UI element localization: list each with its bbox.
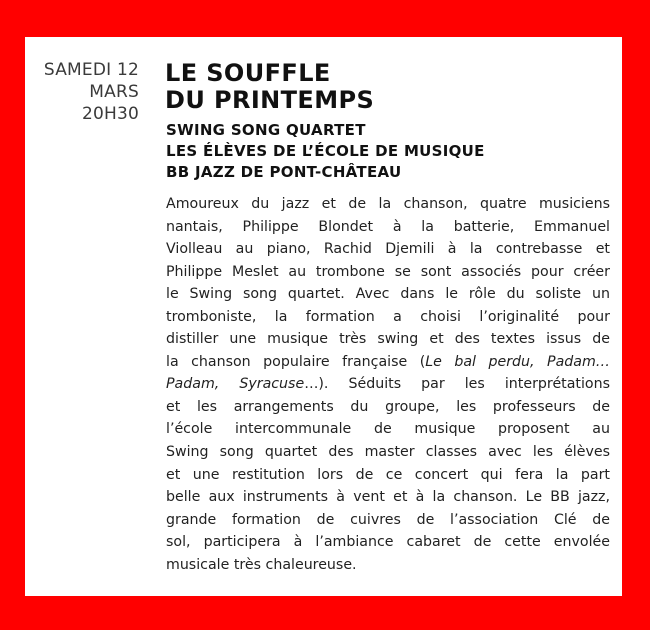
description-line: Violleau au piano, Rachid Djemili à la contrebasse et bbox=[166, 241, 610, 258]
event-card bbox=[25, 37, 622, 596]
song-titles-italic: Padam, Syracuse bbox=[166, 376, 305, 393]
description-line: Swing song quartet des master classes avec les élèves bbox=[166, 444, 610, 461]
description-line: Amoureux du jazz et de la chanson, quatre musiciens bbox=[166, 196, 610, 212]
performer-item: SWING SONG QUARTET bbox=[166, 121, 366, 139]
description-line: distiller une musique très swing et des textes issus de bbox=[166, 331, 610, 348]
description-text: …). Séduits par les interprétations bbox=[304, 376, 610, 393]
date-time: 20H30 bbox=[81, 104, 139, 124]
description-line: et les arrangements du groupe, les professeurs de bbox=[166, 398, 610, 415]
title-line-1: LE SOUFFLE bbox=[165, 59, 331, 87]
performer-item: BB JAZZ DE PONT-CHÂTEAU bbox=[166, 163, 402, 181]
event-title bbox=[165, 60, 374, 114]
song-titles-italic: Le bal perdu, Padam… bbox=[425, 353, 610, 370]
description-line: tromboniste, la formation a choisi l’originalité pour bbox=[166, 308, 610, 325]
description-line: nantais, Philippe Blondet à la batterie, Emmanuel bbox=[166, 218, 610, 235]
description-line bbox=[166, 351, 610, 374]
description-line bbox=[166, 373, 610, 396]
description-line: sol, participera à l’ambiance cabaret de cette envolée bbox=[166, 534, 610, 551]
title-line-2: DU PRINTEMPS bbox=[165, 86, 375, 114]
description-line: Philippe Meslet au trombone se sont associés pour créer bbox=[166, 263, 610, 280]
description-line: le Swing song quartet. Avec dans le rôle du soliste un bbox=[166, 286, 610, 303]
performer-item: LES ÉLÈVES DE L’ÉCOLE DE MUSIQUE bbox=[166, 142, 485, 160]
description-line: grande formation de cuivres de l’association Clé de bbox=[166, 511, 610, 528]
description-line: l’école intercommunale de musique proposent au bbox=[166, 421, 610, 438]
date-day: SAMEDI 12 bbox=[43, 60, 139, 80]
description-line: musicale très chaleureuse. bbox=[166, 556, 357, 573]
performer-list bbox=[166, 120, 485, 183]
description-line: belle aux instruments à vent et à la chanson. Le BB jazz, bbox=[166, 489, 610, 506]
description-text: la chanson populaire française ( bbox=[166, 353, 426, 370]
date-month: MARS bbox=[89, 82, 139, 102]
event-description bbox=[166, 193, 610, 576]
description-line: et une restitution lors de ce concert qui fera la part bbox=[166, 466, 610, 483]
event-date bbox=[25, 59, 139, 125]
